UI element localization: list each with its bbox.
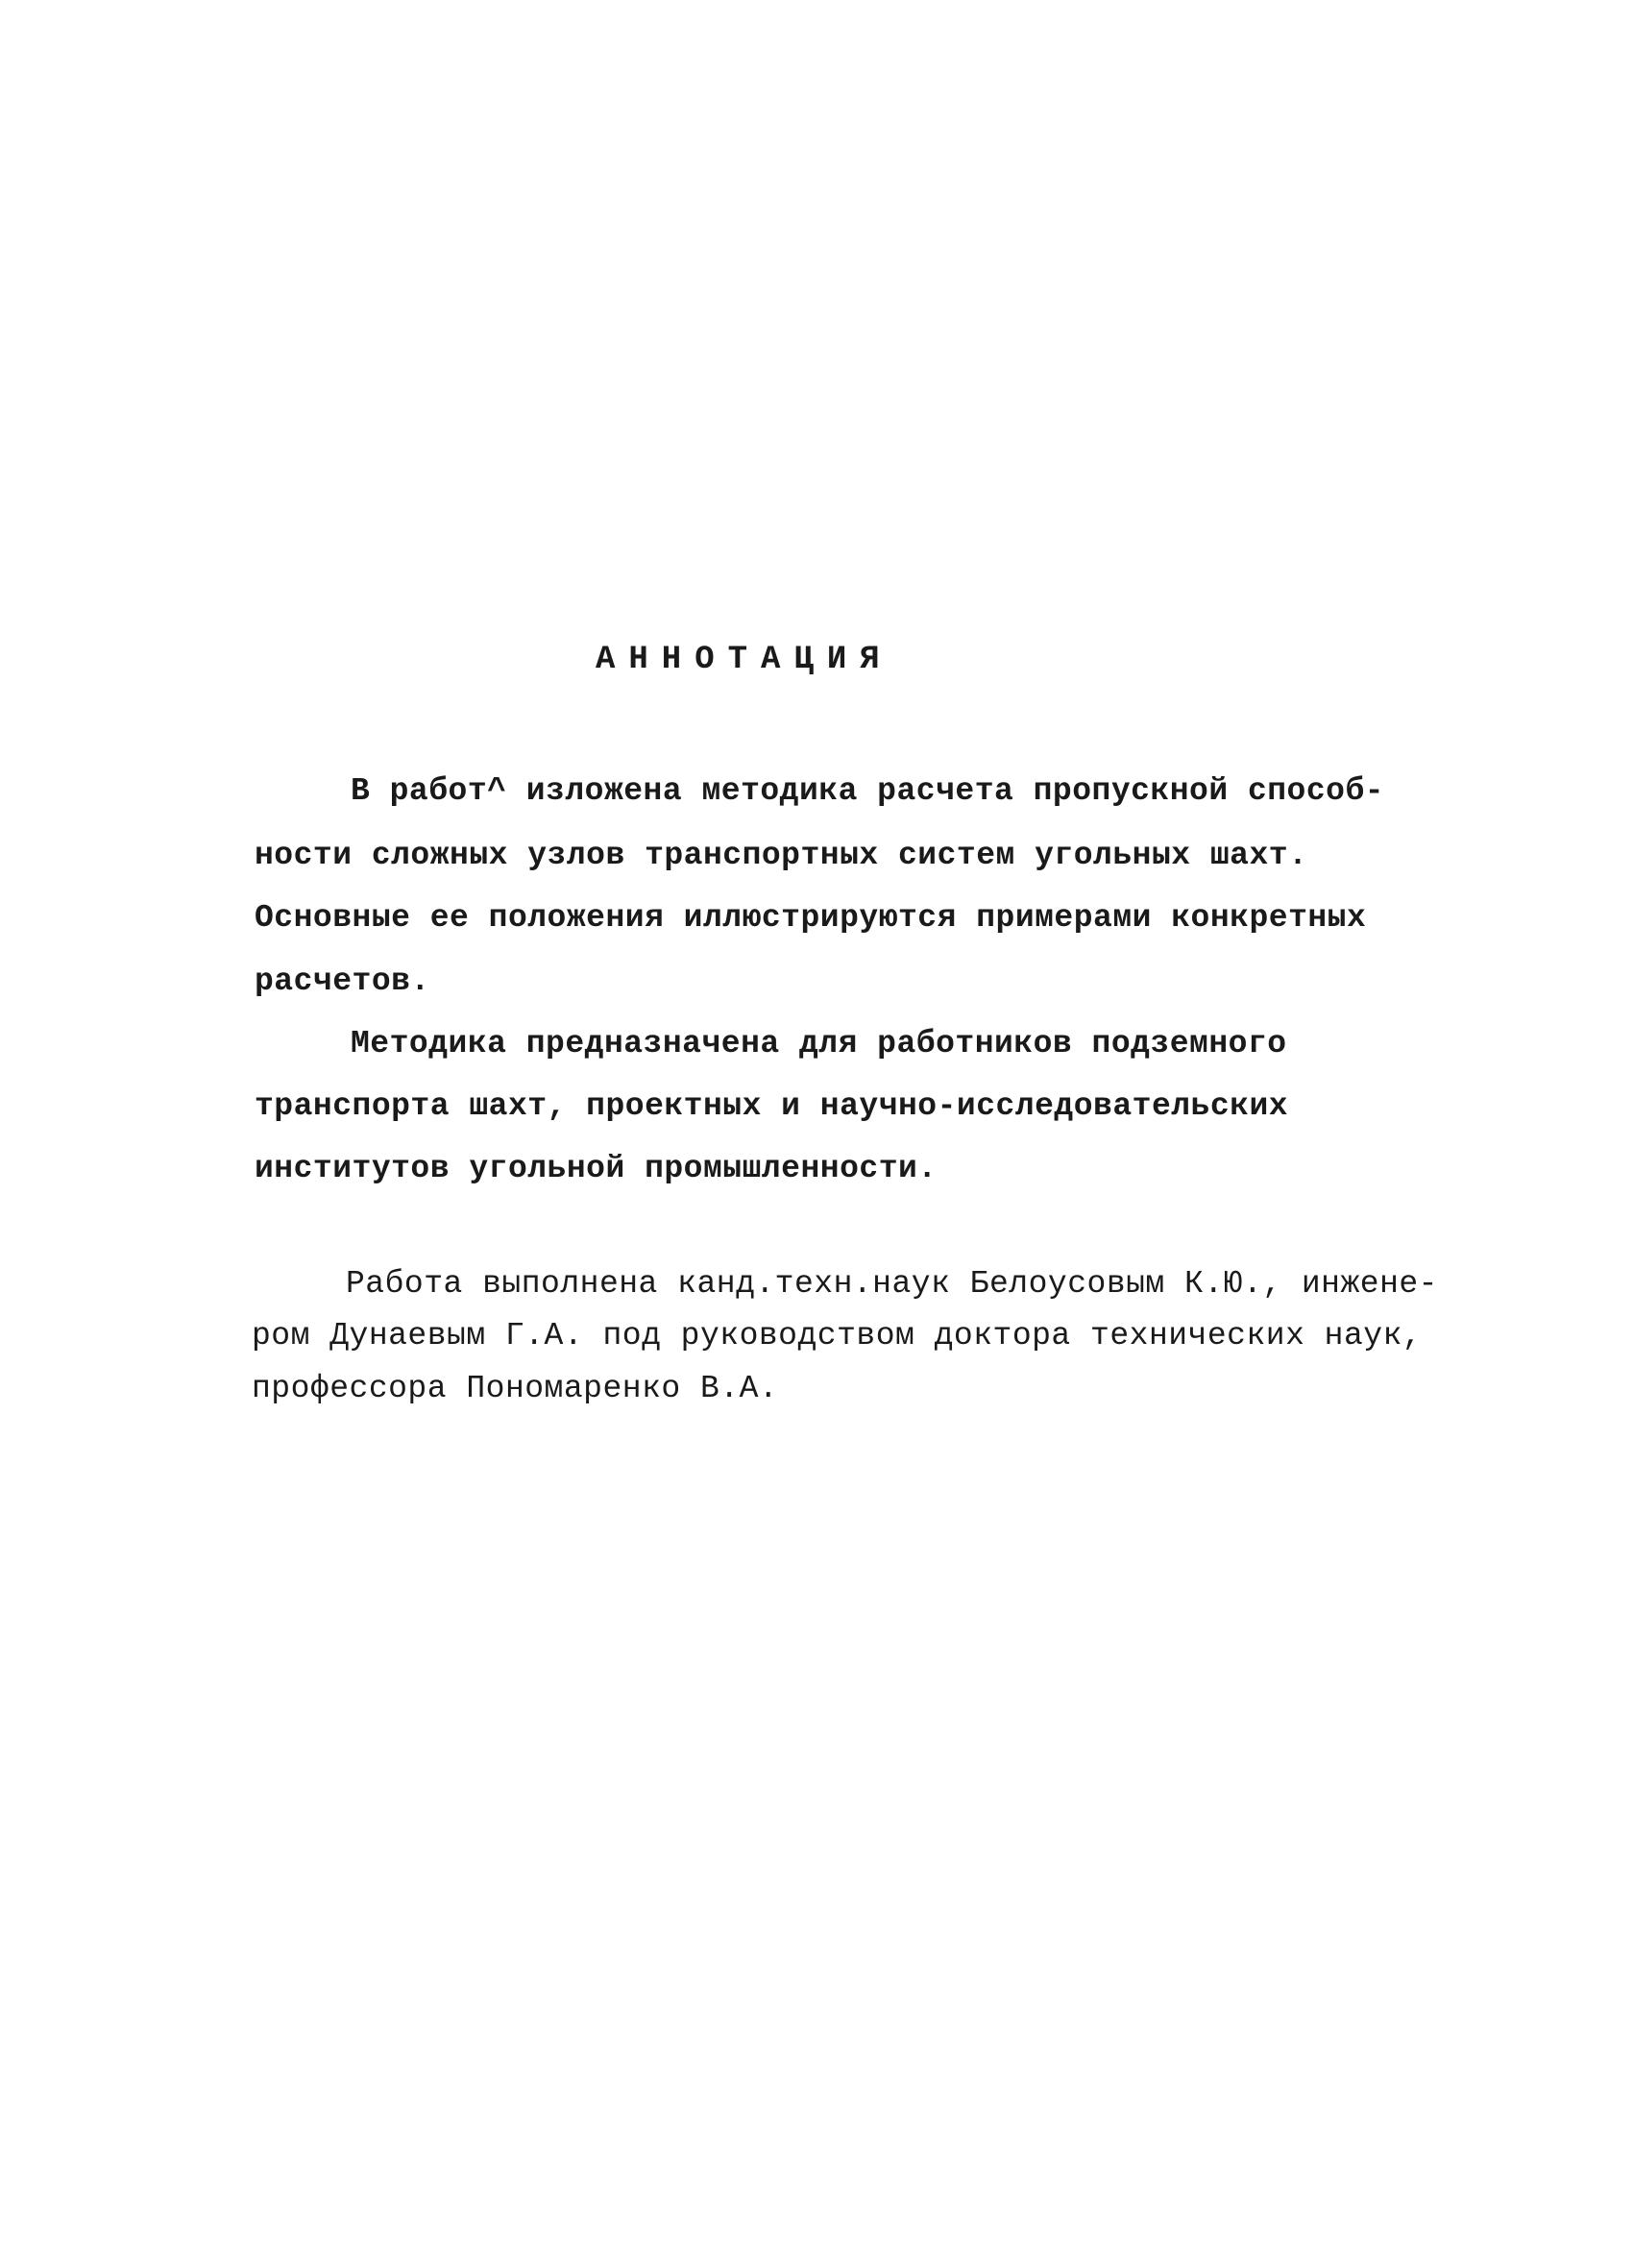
paragraph-line: ности сложных узлов транспортных систем угольных шахт. bbox=[255, 838, 1308, 873]
paragraph-line: Основные ее положения иллюстрируются примерами конкретных bbox=[255, 900, 1367, 936]
page-title: АННОТАЦИЯ bbox=[596, 642, 893, 678]
paragraph-line: расчетов. bbox=[255, 963, 430, 999]
paragraph-line: институтов угольной промышленности. bbox=[255, 1151, 938, 1186]
paragraph-line: транспорта шахт, проектных и научно-исследовательских bbox=[255, 1088, 1289, 1124]
paragraph-line: профессора Пономаренко В.А. bbox=[252, 1371, 779, 1406]
paragraph-line: ром Дунаевым Г.А. под руководством доктора технических наук, bbox=[252, 1318, 1423, 1353]
paragraph-line: В работ^ изложена методика расчета пропускной способ- bbox=[351, 773, 1385, 809]
paragraph-line: Методика предназначена для работников подземного bbox=[351, 1026, 1287, 1061]
paragraph-line: Работа выполнена канд.техн.наук Белоусовым К.Ю., инжене- bbox=[346, 1266, 1438, 1302]
